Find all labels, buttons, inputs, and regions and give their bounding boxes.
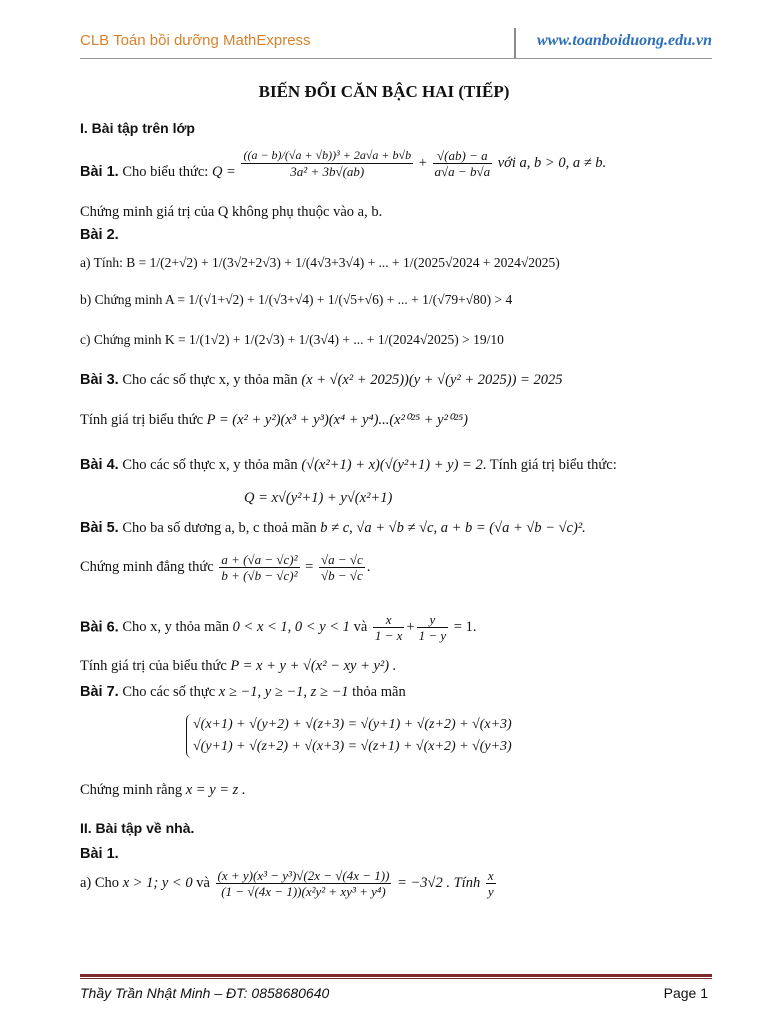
problem-1-line2: Chứng minh giá trị của Q không phụ thuộc vào a, b. <box>80 204 383 220</box>
footer-author: Thầy Trần Nhật Minh – ĐT: 0858680640 <box>80 985 330 1001</box>
fraction: $\frac{√(ab) - a}{a√a - b√a}$ <box>434 148 491 179</box>
problem-6-line2: Tính giá trị của biểu thức P = x + y + √(x² − xy + y²) . <box>80 658 397 674</box>
problem-4: Bài 4. Cho các số thực x, y thỏa mãn (√(x²+1) + x)(√(y²+1) + y) = 2. Tính giá trị biểu thức: <box>80 457 617 473</box>
footer-rule <box>80 974 712 977</box>
condition: với a, b > 0, a ≠ b. <box>497 154 607 171</box>
header-website[interactable]: www.toanboiduong.edu.vn <box>536 32 712 49</box>
problem-3-line2: Tính giá trị biểu thức P = (x² + y²)(x³ + y³)(x⁴ + y⁴)...(x²⁰²⁵ + y²⁰²⁵) <box>80 412 468 428</box>
problem-7-line2: Chứng minh rằng x = y = z . <box>80 782 246 798</box>
problem-label: Bài 1. <box>80 164 119 180</box>
section-heading-1: I. Bài tập trên lớp <box>80 120 195 136</box>
header-club: CLB Toán bồi dưỡng MathExpress <box>80 32 311 49</box>
problem-4-expr: Q = x√(y²+1) + y√(x²+1) <box>244 490 393 506</box>
problem-6: Bài 6. Cho x, y thỏa mãn 0 < x < 1, 0 < y < 1 và $\frac{x}{1 - x}$ + $\frac{y}{1 - y}$ = 1. <box>80 612 477 643</box>
problem-7-system <box>186 714 512 758</box>
homework-1-label: Bài 1. <box>80 846 119 862</box>
header-rule <box>80 58 712 59</box>
problem-5-line2: Chứng minh đẳng thức $\frac{\text{a + (√a − √c)²}}{\text{b + (√b − √c)²}}$ = $\frac{√a - √c}{√b - √c}$ . <box>80 552 371 583</box>
problem-text: Cho biểu thức: <box>122 164 209 180</box>
math: Q = <box>211 164 236 180</box>
problem-2c: c) Chứng minh K = 1/(1√2) + 1/(2√3) + 1/(3√4) + ... + 1/(2024√2025) > 19/10 <box>80 332 504 347</box>
problem-2-label: Bài 2. <box>80 227 119 243</box>
page-title: BIẾN ĐỔI CĂN BẬC HAI (TIẾP) <box>258 82 510 101</box>
equation: √(x+1) + √(y+2) + √(z+3) = √(y+1) + √(z+2) + √(x+3) <box>193 717 512 732</box>
problem-2a: a) Tính: B = 1/(2+√2) + 1/(3√2+2√3) + 1/(4√3+3√4) + ... + 1/(2025√2024 + 2024√2025) <box>80 255 560 270</box>
footer-page-number: Page 1 <box>663 985 708 1001</box>
problem-3: Bài 3. Cho các số thực x, y thỏa mãn (x + √(x² + 2025))(y + √(y² + 2025)) = 2025 <box>80 372 563 388</box>
problem-1: Bài 1. Cho biểu thức: Q = $\frac{\text{((a − b)/(√a + √b))³ + 2a√a + b√b}}{\text{3a² + 3b√(ab)}}$ + $\frac{√(ab) - a}{a√a - b√a}$ với a, b > 0, a ≠ b. <box>80 148 607 180</box>
footer-rule-thin <box>80 978 712 979</box>
fraction: $\frac{\text{((a − b)/(√a + √b))³ + 2a√a + b√b}}{\text{3a² + 3b√(ab)}}$ <box>243 148 412 179</box>
section-heading-2: II. Bài tập về nhà. <box>80 820 195 836</box>
problem-5: Bài 5. Cho ba số dương a, b, c thoả mãn b ≠ c, √a + √b ≠ √c, a + b = (√a + √b − √c)². <box>80 520 586 536</box>
homework-1a: a) Cho x > 1; y < 0 và $\frac{\text{(x + y)(x³ − y³)√(2x − √(4x − 1))}}{\text{(1 − √(4x − 1))(x²y² + xy³ + y⁴)}}$ = −3√2 . Tính $\frac{x}{y}$ <box>80 868 494 899</box>
header-divider <box>514 28 516 58</box>
problem-7: Bài 7. Cho các số thực x ≥ −1, y ≥ −1, z ≥ −1 thỏa mãn <box>80 684 406 700</box>
problem-2b: b) Chứng minh A = 1/(√1+√2) + 1/(√3+√4) + 1/(√5+√6) + ... + 1/(√79+√80) > 4 <box>80 292 513 307</box>
equation: √(y+1) + √(z+2) + √(x+3) = √(z+1) + √(x+2) + √(y+3) <box>193 739 512 754</box>
